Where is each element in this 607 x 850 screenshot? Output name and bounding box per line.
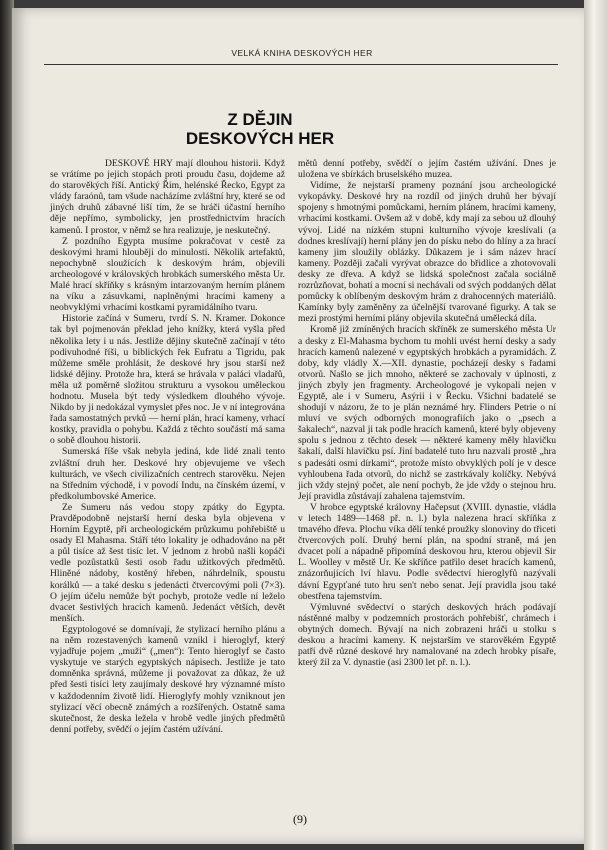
chapter-title [170,110,350,148]
left-column [50,158,285,735]
paragraph: Egyptologové se domnívají, že stylizací herního plánu a na něm rozestavených kamenů vznikl i hieroglyf, který vyjadřuje pojem „muži“ („men“): Tento hieroglyf se často vyskytuje ve starých egyptských nápisech. Jestliže je tato domněnka správná, můžeme ji považovat za důkaz, že už před šesti tisíci lety zaujímaly deskové hry významné místo v každodenním životě lidí. Hieroglyfy mohly vzniknout jen stylizací věcí obecně známých a rozšířených. Ostatně sama skutečnost, že deska ležela v hrobě vedle jiných předmětů denní potřeby, svědčí o jejím častém užívání. [50,623,285,735]
right-column [298,158,556,668]
paragraph: V hrobce egyptské královny Hačepsut (XVIII. dynastie, vládla v letech 1489—1468 př. n. l.) byla nalezena hrací skříňka z tmavého dřeva. Plochu víka dělí tenké proužky slonoviny do třiceti čtvercových polí. Druhý herní plán, na spodní straně, má jen dvacet polí a nápadně připomíná deskovou hru, kterou objevil Sir L. Woolley v městě Ur. Ke skříňce patřilo deset hracích kamenů, znázorňujících lví hlavu. Podle svědectví hieroglyfů nazývali dávní Egypťané tuto hru sen't nebo senat. Její pravidla jsou také obestřena tajemstvím. [298,501,556,602]
header-rule [44,64,558,65]
paragraph: Vidíme, že nejstarší prameny poznání jsou archeologické vykopávky. Deskové hry na rozdíl od jiných druhů her bývají spojeny s hmotnými pomůckami, herním plánem, hracími kameny, vrhacími kostkami. Ovšem až v době, kdy mají za sebou už dlouhý vývoj. Lidé na nízkém stupni kulturního vývoje kreslívali (a dodnes kreslívají) herní plány jen do písku nebo do hlíny a za hrací kameny jim sloužily oblázky. Důkazem je i sám název hrací kameny. Později začali vyrývat obrazce do břidlice a zhotovovali desky ze dřeva. A když se lidská společnost začala sociálně rozrůzňovat, bohatí a mocní si nechávali od svých poddaných dělat pomůcky k oblíbeným deskovým hrám z drahocenných materiálů. Kamínky byly zaměněny za účelnější tvarované figurky. A tak se mezi prostými herními plány objevila skutečná umělecká díla. [298,180,556,325]
paragraph: DESKOVÉ HRY mají dlouhou historii. Když se vrátíme po jejich stopách proti proudu času, dojdeme až do starověkých říší. Antický Řím, helénské Řecko, Egypt za vlády faraónů, tam všude nacházíme zvláštní hry, které se od jiných druhů zábavné liší tím, že se hráči účastní herního děje nepřímo, symbolicky, jen prostřednictvím hracích kamenů. I prostor, v němž se hra realizuje, je neskutečný. [50,158,285,236]
paragraph: mětů denní potřeby, svědčí o jejím častém užívání. Dnes je uložena ve sbírkách bruselského muzea. [298,158,556,181]
running-head: VELKÁ KNIHA DESKOVÝCH HER [231,48,373,58]
page-stack-edge [584,0,607,850]
paragraph: Kromě již zmíněných hracích skříněk ze sumerského města Ur a desky z El-Mahasma bychom tu mohli uvést herní desky a sady hracích kamenů nalezené v egyptských hrobkách a pyramidách. Z doby, kdy vládly X.—XII. dynastie, pocházejí desky s řadami otvorů. Našlo se jich mnoho, některé se zachovaly v úplnosti, z jiných zbyly jen fragmenty. Archeologové je vykopali nejen v Egyptě, ale i v Sumeru, Asýrii i v Řecku. Všichni badatelé se shodují v názoru, že to je plán neznámé hry. Flinders Petrie o ní mluví ve svých odborných monografiích jako o „psech a šakalech“, nazval ji tak podle hracích kamenů, které byly objeveny spolu s jednou z těchto desek — některé kameny měly hlavičku šakalí, další hlavičku psí. Jiní badatelé tuto hru nazvali prostě „hra s padesáti osmi dírkami“, protože místo obvyklých polí je v desce vyhloubena řada otvorů, do nichž se zastrkávaly kolíčky. Nebývá jich vždy stejný počet, ale není pochyb, že jde vždy o stejnou hru. Její pravidla zůstávají zahalena tajemstvím. [298,324,556,502]
page-number: (9) [293,812,307,826]
title-line-1: Z DĚJIN [227,110,293,129]
paragraph: Ze Sumeru nás vedou stopy zpátky do Egypta. Pravděpodobně nejstarší herní deska byla objevena v Horním Egyptě, při archeologickém průzkumu pohřebiště u osady El Mahasma. Stáří této lokality je odhadováno na pět a půl tisíce až šest tisíc let. V jednom z hrobů našli kopáči vedle pozůstatků šesti osob řadu užitkových předmětů. Hliněné nádoby, kostěný hřeben, náhrdelník, spoustu korálků — a také desku s jedenácti čtvercovými poli (7×3). O jejím účelu nemůže být pochyb, protože vedle ní leželo dvacet šestivlých hracích kamenů. Jedenáct větších, devět menších. [50,501,285,624]
title-line-2: DESKOVÝCH HER [185,129,335,148]
paragraph: Výmluvné svědectví o starých deskových hrách podávají nástěnné malby v podzemních prostorách pohřebišť, chrámech i obytných domech. Bývají na nich zobrazeni hráči u stolku s deskou a hracími kameny. K nejstarším ve starověkém Egyptě patří dvě různé deskové hry namalované na zdech hrobky písaře, který žil za V. dynastie (asi 2300 let př. n. l.). [298,601,556,669]
paragraph: Historie začíná v Sumeru, tvrdí S. N. Kramer. Dokonce tak byl pojmenován překlad jeho knížky, která vyšla před několika lety i u nás. Jestliže dějiny skutečně začínají v této podivuhodné říši, u biblických řek Eufratu a Tigridu, pak můžeme směle prohlásit, že deskové hry jsou starší než lidské dějiny. Protože hra, která se hrávala v paláci vladařů, měla už poměrně složitou strukturu a vysokou uměleckou hodnotu. Musela být tedy výsledkem dlouhého vývoje. Nikdo by ji nedokázal vymyslet přes noc. Je v ní integrována řada samostatných prvků — herní plán, hrací kameny, vrhací kostky, pravidla o pohybu. Každá z těchto součástí má sama o sobě dlouhou historii. [50,313,285,447]
paragraph: Z pozdního Egypta musíme pokračovat v cestě za deskovými hrami hlouběji do minulosti. Několik artefaktů, nepochybně sloužících k deskovým hrám, objevili archeologové v královských hrobkách sumerského města Ur. Malé hrací skříňky s krásným intarzovaným herním plánem na víku a zásuvkami, naplněnými hracími kameny a neobvyklými vrhacími kostkami pyramidálního tvaru. [50,235,285,314]
paragraph: Sumerská říše však nebyla jediná, kde lidé znali tento zvláštní druh her. Deskové hry objevujeme ve všech kulturách, ve všech civilizačních centrech starověku. Nejen na Středním východě, i v povodí Indu, na čínském území, v předkolumbovské Americe. [50,446,285,502]
